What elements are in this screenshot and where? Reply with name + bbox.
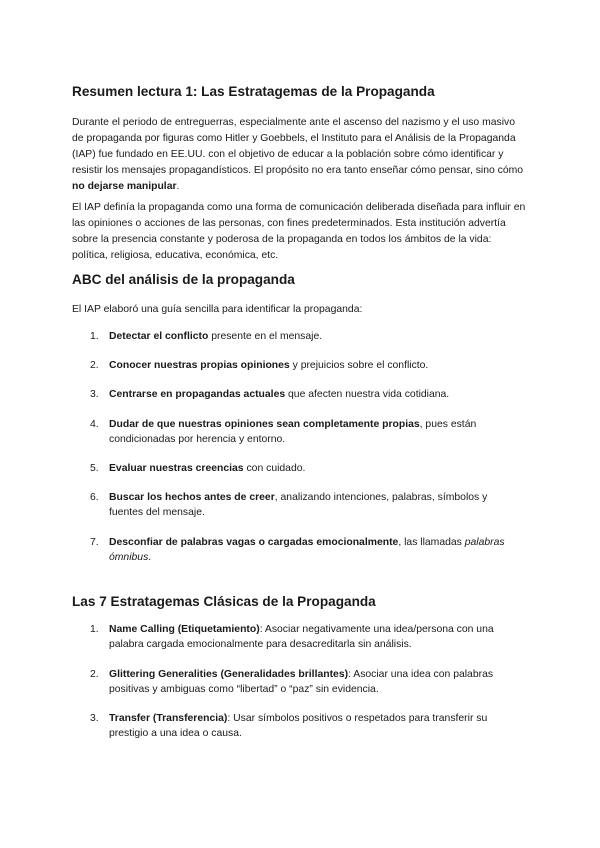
intro-paragraph-2: El IAP definía la propaganda como una forma de comunicación deliberada diseñada para influir en las opiniones o acciones de las personas, con fines predeterminados. Esta institución advertía sobre la presencia constante y poderosa de la propaganda en todos los ámbitos de la vida: política, religiosa, educativa, económica, etc. xyxy=(72,202,526,261)
intro-emphasis: no dejarse manipular xyxy=(72,181,177,192)
abc-heading: ABC del análisis de la propaganda xyxy=(72,272,295,287)
abc-lead: El IAP elaboró una guía sencilla para identificar la propaganda: xyxy=(72,304,363,315)
seven-heading: Las 7 Estratagemas Clásicas de la Propaganda xyxy=(72,594,376,609)
intro-text: Durante el periodo de entreguerras, especialmente ante el ascenso del nazismo y el uso masivo de propaganda por figuras como Hitler y Goebbels, el Instituto para el Análisis de la Propaganda (IAP) fue fundado en EE.UU. con el objetivo de educar a la población sobre cómo identificar y resistir los mensajes propagandísticos. El propósito no era tanto enseñar cómo pensar, sino cómo xyxy=(72,117,524,176)
document-title: Resumen lectura 1: Las Estratagemas de la Propaganda xyxy=(72,84,435,99)
intro-paragraph-1: Durante el periodo de entreguerras, especialmente ante el ascenso del nazismo y el uso masivo de propaganda por figuras como Hitler y Goebbels, el Instituto para el Análisis de la Propaganda (IAP) fue fundado en EE.UU. con el objetivo de educar a la población sobre cómo identificar y resistir los mensajes propagandísticos. El propósito no era tanto enseñar cómo pensar, sino cómo no dejarse manipular. xyxy=(72,117,524,192)
